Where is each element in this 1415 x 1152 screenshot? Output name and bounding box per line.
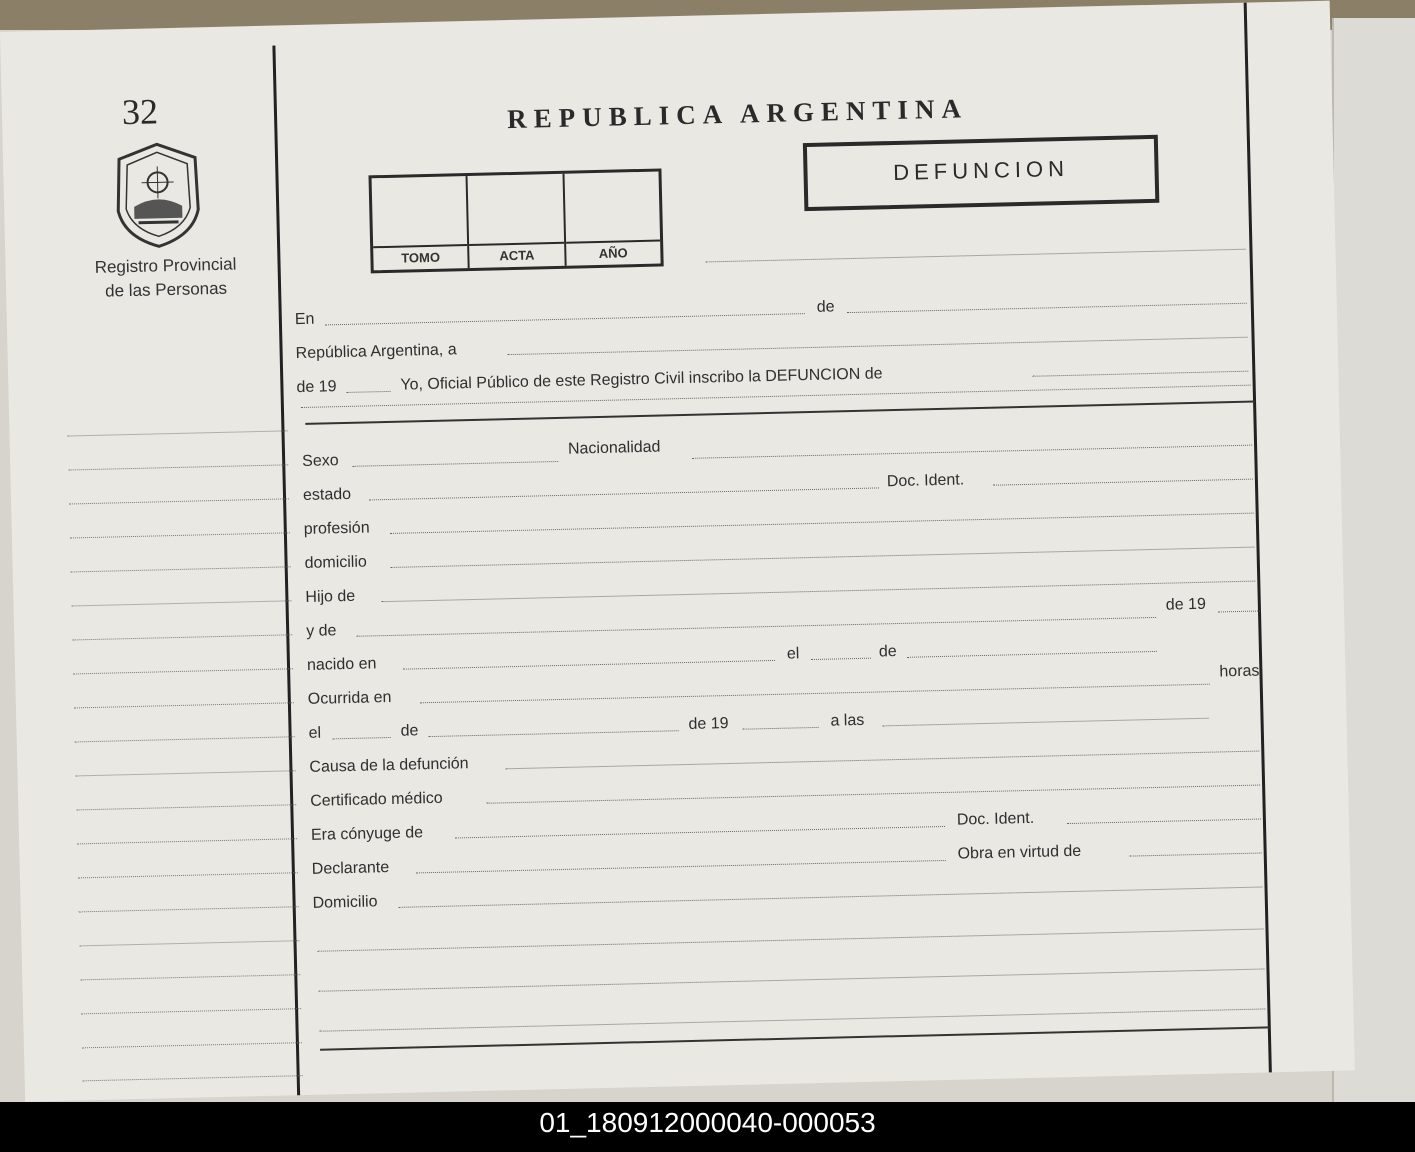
father-field[interactable] — [381, 567, 1255, 603]
stub-line — [80, 974, 300, 980]
spouse-field[interactable] — [455, 812, 945, 839]
extra-line[interactable] — [318, 954, 1264, 991]
birthplace-field[interactable] — [403, 646, 775, 670]
registry-box — [368, 168, 663, 273]
stub-line — [77, 838, 297, 844]
stub-line — [75, 736, 295, 742]
declarant-field[interactable] — [416, 846, 946, 873]
row-nacido: nacido en el de — [307, 657, 308, 679]
death-year-field[interactable] — [742, 713, 818, 730]
extra-line[interactable] — [319, 994, 1265, 1031]
stub-line — [83, 1075, 303, 1081]
cause-field[interactable] — [505, 737, 1259, 770]
date-field[interactable] — [507, 323, 1247, 355]
row-declarante: Declarante Obra en virtud de — [312, 861, 313, 883]
stub-line — [72, 600, 292, 606]
row-causa: Causa de la defunción — [309, 759, 310, 781]
death-day-field[interactable] — [332, 723, 390, 739]
acta-cell[interactable]: ACTA — [468, 174, 566, 268]
row-el: el de de 19 a las — [308, 725, 309, 747]
civil-status-field[interactable] — [369, 473, 879, 500]
row-sexo: Sexo Nacionalidad — [302, 453, 303, 475]
fill-line[interactable] — [705, 235, 1245, 263]
birth-month-field[interactable] — [907, 637, 1157, 658]
extra-line[interactable] — [317, 914, 1263, 951]
sex-field[interactable] — [352, 447, 558, 467]
row-ocurrida: Ocurrida en horas — [307, 662, 1260, 708]
provincial-seal-icon — [111, 139, 206, 251]
address-field[interactable] — [390, 533, 1254, 568]
profession-field[interactable] — [390, 499, 1254, 534]
stub-line — [81, 1008, 301, 1014]
image-caption: 01_180912000040-000053 — [0, 1102, 1415, 1152]
by-virtue-field[interactable] — [1129, 839, 1261, 857]
ano-cell[interactable]: AÑO — [564, 172, 660, 266]
stub-line — [82, 1042, 302, 1048]
row-estado: estado Doc. Ident. — [303, 487, 304, 509]
stub-line — [68, 430, 288, 436]
stub-line — [80, 940, 300, 946]
row-profesion: profesión — [304, 521, 305, 543]
row-yo: de 19 Yo, Oficial Público de este Registro Civil inscribo la DEFUNCION de — [296, 379, 297, 401]
stub-line — [74, 702, 294, 708]
declarant-address-field[interactable] — [398, 872, 1262, 907]
page-number: 32 — [121, 91, 159, 133]
registry-name: Registro Provincial de las Personas — [94, 254, 237, 301]
row-conyuge: Era cónyuge de Doc. Ident. — [311, 827, 312, 849]
stub-line — [71, 566, 291, 572]
row-certificado: Certificado médico — [310, 793, 311, 815]
nationality-field[interactable] — [692, 431, 1252, 459]
place-field[interactable] — [325, 299, 805, 325]
stub-line — [69, 498, 289, 504]
country-title: REPUBLICA ARGENTINA — [506, 93, 969, 135]
stub-line — [70, 532, 290, 538]
birth-day-field[interactable] — [811, 644, 871, 660]
stub-line — [73, 668, 293, 674]
doc-ident-field[interactable] — [993, 465, 1253, 486]
row-hijo: Hijo de — [305, 589, 306, 611]
death-certificate-form — [0, 1, 1355, 1102]
row-y-de: y de de 19 — [306, 623, 307, 645]
death-time-field[interactable] — [882, 704, 1208, 727]
stub-line — [79, 906, 299, 912]
mother-field[interactable] — [356, 603, 1156, 637]
stub-line — [76, 804, 296, 810]
stub-line — [68, 464, 288, 470]
spouse-doc-field[interactable] — [1067, 805, 1261, 825]
row-domicilio-2: Domicilio — [312, 895, 313, 917]
bottom-rule — [320, 1026, 1270, 1050]
province-field[interactable] — [847, 289, 1247, 313]
stub-line — [78, 872, 298, 878]
tomo-cell[interactable]: TOMO — [372, 176, 470, 270]
row-republica: República Argentina, a — [295, 345, 296, 367]
act-type-box: DEFUNCION — [803, 135, 1160, 211]
birth-year-field[interactable] — [1218, 596, 1260, 612]
row-domicilio: domicilio — [304, 555, 305, 577]
death-place-field[interactable] — [420, 670, 1210, 704]
stub-line — [76, 770, 296, 776]
death-month-field[interactable] — [428, 716, 678, 737]
certificate-field[interactable] — [486, 771, 1260, 804]
stub-line — [72, 634, 292, 640]
row-en: En de — [295, 311, 296, 333]
stub-divider — [272, 46, 300, 1096]
